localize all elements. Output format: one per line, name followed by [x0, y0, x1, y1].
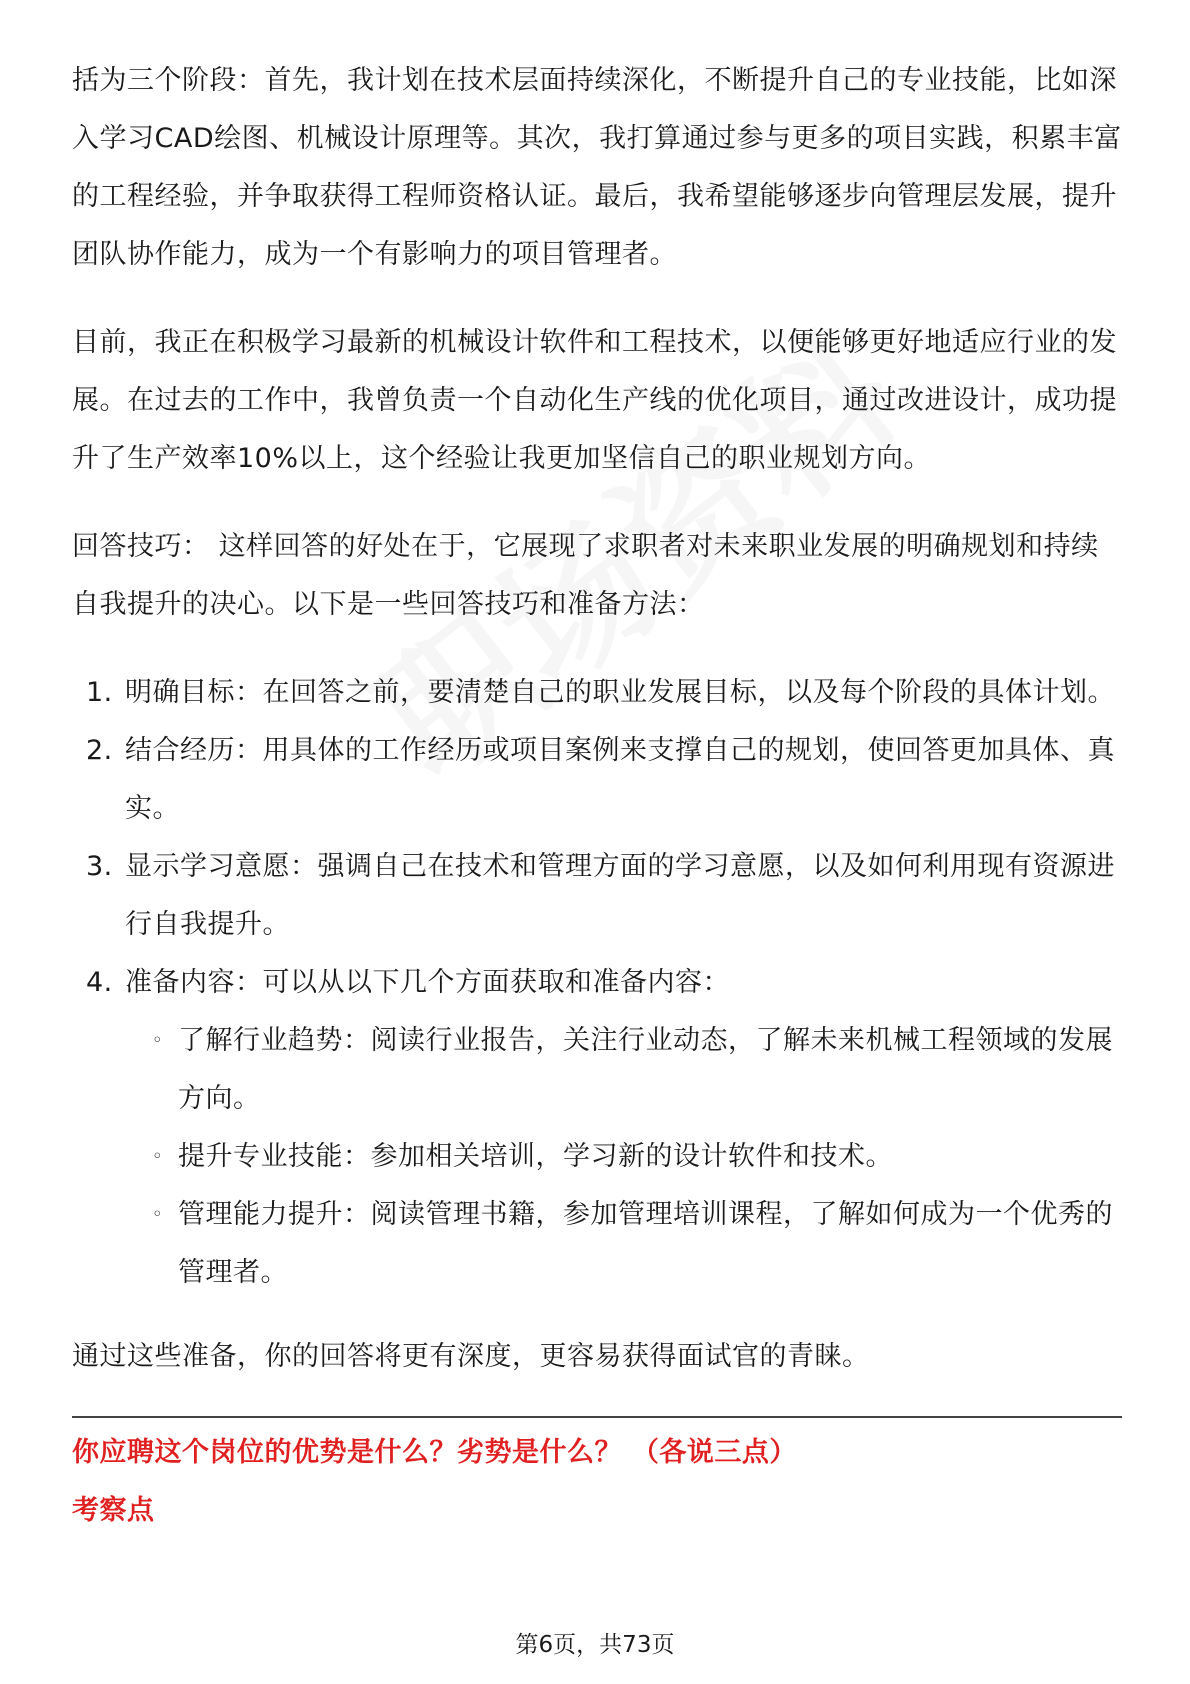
- paragraph-current-learning: 目前，我正在积极学习最新的机械设计软件和工程技术，以便能够更好地适应行业的发展。在过去的工作中，我曾负责一个自动化生产线的优化项目，通过改进设计，成功提升了生产效率10%以上，这个经验让我更加坚信自己的职业规划方向。: [72, 327, 1117, 474]
- sub-list-item: [125, 1186, 1122, 1302]
- list-item: [72, 838, 1122, 954]
- sub-list: [125, 1012, 1122, 1302]
- circle-bullet-icon: ◦: [152, 1030, 164, 1051]
- list-item-text: 结合经历：用具体的工作经历或项目案例来支撑自己的规划，使回答更加具体、真实。: [125, 735, 1115, 824]
- list-item-text: 显示学习意愿：强调自己在技术和管理方面的学习意愿，以及如何利用现有资源进行自我提升。: [125, 851, 1115, 940]
- paragraph-conclusion: 通过这些准备，你的回答将更有深度，更容易获得面试官的青睐。: [72, 1341, 870, 1372]
- list-item: [72, 954, 1122, 1302]
- page-number-footer: 第6页，共73页: [515, 1632, 675, 1658]
- examination-point-label: 考察点: [72, 1495, 155, 1526]
- list-item: [72, 664, 1122, 722]
- sub-list-item-text: 了解行业趋势：阅读行业报告，关注行业动态，了解未来机械工程领域的发展方向。: [178, 1025, 1113, 1114]
- circle-bullet-icon: ◦: [152, 1146, 164, 1167]
- list-item: [72, 722, 1122, 838]
- list-number: 4.: [86, 967, 113, 998]
- sub-list-item: [125, 1012, 1122, 1128]
- list-item-text: 明确目标：在回答之前，要清楚自己的职业发展目标，以及每个阶段的具体计划。: [125, 677, 1115, 708]
- sub-list-item-text: 管理能力提升：阅读管理书籍，参加管理培训课程，了解如何成为一个优秀的管理者。: [178, 1199, 1113, 1288]
- circle-bullet-icon: ◦: [152, 1204, 164, 1225]
- paragraph-career-stages: 括为三个阶段：首先，我计划在技术层面持续深化，不断提升自己的专业技能，比如深入学习CAD绘图、机械设计原理等。其次，我打算通过参与更多的项目实践，积累丰富的工程经验，并争取获得工程师资格认证。最后，我希望能够逐步向管理层发展，提升团队协作能力，成为一个有影响力的项目管理者。: [72, 65, 1122, 270]
- section-divider: [72, 1416, 1122, 1418]
- next-question-heading: 你应聘这个岗位的优势是什么？劣势是什么？ （各说三点）: [72, 1437, 797, 1468]
- list-number: 2.: [86, 735, 113, 766]
- sub-list-item: [125, 1128, 1122, 1186]
- list-item-text: 准备内容：可以从以下几个方面获取和准备内容：: [125, 967, 730, 998]
- tips-list: [72, 664, 1122, 1302]
- paragraph-answer-tips-intro: 回答技巧： 这样回答的好处在于，它展现了求职者对未来职业发展的明确规划和持续自我提升的决心。以下是一些回答技巧和准备方法：: [72, 531, 1099, 620]
- document-body: [72, 52, 1122, 1540]
- sub-list-item-text: 提升专业技能：参加相关培训，学习新的设计软件和技术。: [178, 1141, 893, 1172]
- list-number: 3.: [86, 851, 113, 882]
- list-number: 1.: [86, 677, 113, 708]
